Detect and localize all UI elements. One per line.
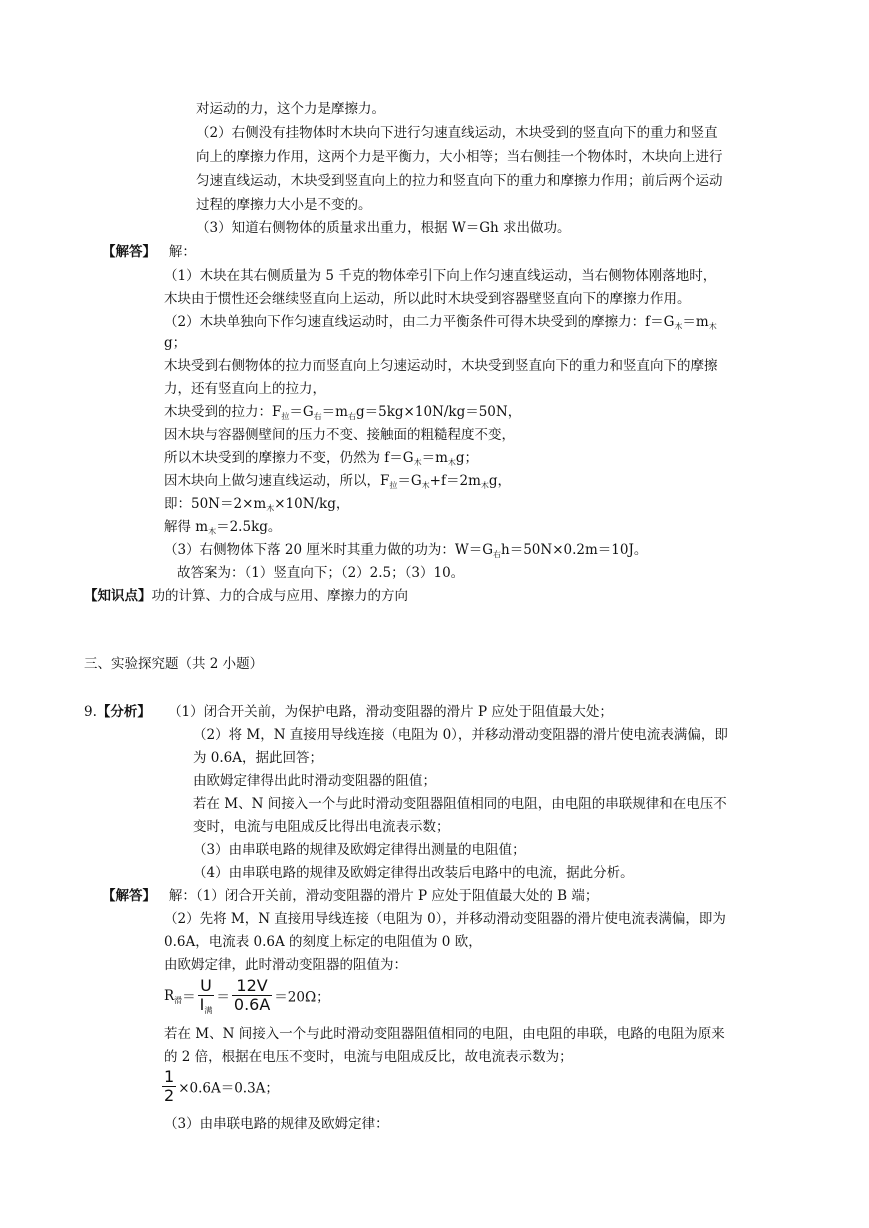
answer-line: 解：（1）闭合开关前，滑动变阻器的滑片 P 应处于阻值最大处的 B 端； bbox=[168, 888, 599, 904]
answer-line: 因木块与容器侧壁间的压力不变、接触面的粗糙程度不变， bbox=[164, 427, 515, 443]
fraction: $\frac{12V}{0.6A}$ bbox=[233, 976, 271, 1014]
final-answer: 故答案为：（1）竖直向下；（2）2.5；（3）10。 bbox=[177, 565, 465, 581]
equation-current: $\frac{1}{2}$ ×0.6A＝0.3A； bbox=[164, 1067, 279, 1105]
fraction: $\frac{U}{I_满}$ bbox=[199, 976, 213, 1015]
analysis-line: 对运动的力，这个力是摩擦力。 bbox=[196, 101, 385, 117]
answer-intro: 解： bbox=[168, 244, 196, 260]
answer-line: g； bbox=[164, 335, 187, 351]
section-heading: 三、实验探究题（共 2 小题） bbox=[84, 656, 264, 672]
answer-section bbox=[102, 243, 196, 261]
analysis-line: （3）知道右侧物体的质量求出重力，根据 W＝Gh 求出做功。 bbox=[196, 220, 571, 236]
analysis-line: 匀速直线运动，木块受到竖直向上的拉力和竖直向下的重力和摩擦力作用；前后两个运动 bbox=[196, 173, 723, 189]
formula-line: 解得 $m_木=2.5kg$。 bbox=[164, 519, 282, 536]
question-number: 9. bbox=[84, 704, 97, 720]
equation-resistance: $R_滑=$ $\frac{U}{I_满}$ ＝ $\frac{12V}{0.6A}$ ＝20Ω； bbox=[164, 976, 330, 1015]
answer-line: （1）木块在其右侧质量为 5 千克的物体牵引下向上作匀速直线运动，当右侧物体刚落地时， bbox=[164, 268, 717, 284]
analysis-line: 向上的摩擦力作用，这两个力是平衡力，大小相等；当右侧挂一个物体时，木块向上进行 bbox=[196, 149, 723, 165]
analysis-line: （1）闭合开关前，为保护电路，滑动变阻器的滑片 P 应处于阻值最大处； bbox=[168, 704, 613, 720]
knowledge-text: 功的计算、力的合成与应用、摩擦力的方向 bbox=[151, 588, 408, 604]
formula-line: 即：$50N=2\times m_木\times 10N/kg$， bbox=[164, 496, 350, 513]
answer-line: 由欧姆定律，此时滑动变阻器的阻值为： bbox=[164, 957, 407, 973]
formula-line: （3）右侧物体下落 20 厘米时其重力做的功为：$W=G_右h=50N\times 0.2m=10J$。 bbox=[164, 542, 648, 559]
analysis-tag: 【分析】 bbox=[96, 704, 151, 720]
answer-line: （3）由串联电路的规律及欧姆定律： bbox=[164, 1116, 389, 1132]
analysis-line: （4）由串联电路的规律及欧姆定律得出改装后电路中的电流，据此分析。 bbox=[193, 865, 634, 881]
answer-tag: 【解答】 bbox=[102, 244, 156, 260]
analysis-line: （2）将 M，N 直接用导线连接（电阻为 0），并移动滑动变阻器的滑片使电流表满偏，即 bbox=[193, 727, 728, 743]
answer-section bbox=[102, 887, 598, 905]
fraction: $\frac{1}{2}$ bbox=[164, 1067, 175, 1105]
knowledge-tag: 【知识点】 bbox=[84, 588, 152, 604]
answer-line: 木块由于惯性还会继续竖直向上运动，所以此时木块受到容器壁竖直向下的摩擦力作用。 bbox=[164, 291, 691, 307]
formula-line: 因木块向上做匀速直线运动，所以，$F_拉=G_木+f=2m_木g$， bbox=[164, 473, 512, 490]
answer-line: （2）先将 M，N 直接用导线连接（电阻为 0），并移动滑动变阻器的滑片使电流表满偏，即为 bbox=[164, 911, 726, 927]
analysis-line: 若在 M、N 间接入一个与此时滑动变阻器阻值相同的电阻，由电阻的串联规律和在电压不 bbox=[193, 796, 727, 812]
formula-line: 木块受到的拉力：$F_拉=G_右=m_右g=5kg\times 10N/kg=50N$， bbox=[164, 404, 522, 421]
analysis-line: 变时，电流与电阻成反比得出电流表示数； bbox=[193, 819, 450, 835]
answer-line: （2）木块单独向下作匀速直线运动时，由二力平衡条件可得木块受到的摩擦力：$f=G_木=m_木$ bbox=[164, 314, 717, 331]
analysis-line: 由欧姆定律得出此时滑动变阻器的阻值； bbox=[193, 773, 436, 789]
analysis-line: 过程的摩擦力大小是不变的。 bbox=[196, 197, 372, 213]
answer-tag: 【解答】 bbox=[102, 888, 156, 904]
answer-line: 0.6A，电流表 0.6A 的刻度上标定的电阻值为 0 欧， bbox=[164, 934, 482, 950]
analysis-line: （3）由串联电路的规律及欧姆定律得出测量的电阻值； bbox=[193, 842, 526, 858]
answer-line: 的 2 倍，根据在电压不变时，电流与电阻成反比，故电流表示数为； bbox=[164, 1049, 573, 1065]
knowledge-point bbox=[84, 587, 408, 605]
answer-line: 力，还有竖直向上的拉力， bbox=[164, 381, 326, 397]
analysis-line: 为 0.6A，据此回答； bbox=[193, 750, 324, 766]
analysis-line: （2）右侧没有挂物体时木块向下进行匀速直线运动，木块受到的竖直向下的重力和竖直 bbox=[196, 125, 718, 141]
answer-line: 木块受到右侧物体的拉力而竖直向上匀速运动时，木块受到竖直向下的重力和竖直向下的摩擦 bbox=[164, 358, 718, 374]
analysis-section bbox=[84, 703, 613, 721]
formula-line: 所以木块受到的摩擦力不变，仍然为 $f=G_木=m_木g$； bbox=[164, 450, 479, 467]
answer-line: 若在 M、N 间接入一个与此时滑动变阻器阻值相同的电阻，由电阻的串联，电路的电阻为原来 bbox=[164, 1026, 725, 1042]
